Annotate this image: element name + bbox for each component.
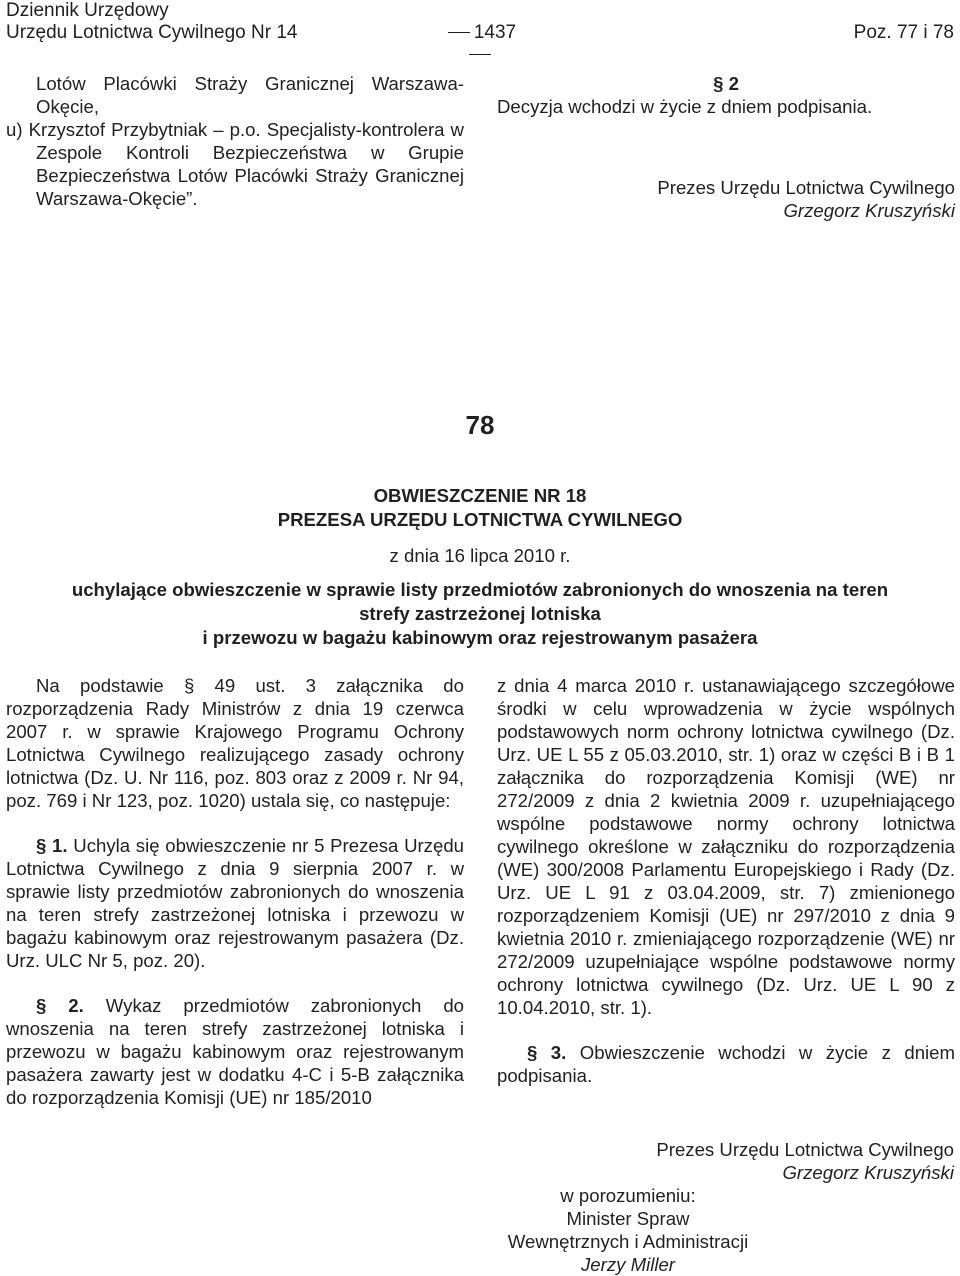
list-item-u: u) Krzysztof Przybytniak – p.o. Specjalisty-kontrolera w Zespole Kontroli Bezpieczeństwa w Grupie Bezpieczeństwa Lotów Placówki Straży Granicznej Warszawa-Okęcie”. — [6, 119, 464, 209]
journal-title-line1: Dziennik Urzędowy — [6, 0, 169, 21]
consent-block — [468, 1184, 788, 1276]
journal-title — [6, 0, 297, 44]
continuation-line: Lotów Placówki Straży Granicznej Warszawa-Okęcie, — [36, 73, 464, 117]
previous-document-continuation — [6, 72, 464, 210]
page-number — [432, 22, 528, 66]
signature-block — [354, 1138, 954, 1184]
paragraph-2-label: § 2. — [36, 995, 84, 1016]
paragraph-2-text: Wykaz przedmiotów zabronionych do wnoszenia na teren strefy zastrzeżonej lotniska i przewozu w bagażu kabinowym oraz rejestrowanym pasażera zawarty jest w dodatku 4-C i 5-B załącznika do rozporządzenia Komisji (UE) nr 185/2010 — [6, 995, 464, 1108]
document-subject-line1: uchylające obwieszczenie w sprawie listy przedmiotów zabronionych do wnoszenia na teren — [71, 579, 889, 600]
dash-decoration — [448, 32, 470, 33]
paragraph-2-continuation: z dnia 4 marca 2010 r. ustanawiającego szczegółowe środki w celu wprowadzenia w życie wspólnych podstawowych norm ochrony lotnictwa cywilnego (Dz. Urz. UE L 55 z 05.03.2010, str. 1) oraz w części B i B 1 załącznika do rozporządzenia Komisji (WE) nr 272/2009 z dnia 2 kwietnia 2009 r. uzupełniającego wspólne podstawowe normy ochrony lotnictwa cywilnego określone w załączniku do rozporządzenia (WE) 300/2008 Parlamentu Europejskiego i Rady (Dz. Urz. UE L 91 z 03.04.2009, str. 7) zmienionego rozporządzeniem Komisji (UE) nr 297/2010 z dnia 9 kwietnia 2010 r. zmieniającego rozporządzenie (WE) nr 272/2009 uzupełniające wspólne podstawowe normy ochrony lotnictwa cywilnego (Dz. Urz. UE L 90 z 10.04.2010, str. 1). — [497, 675, 955, 1018]
document-title-line2: PREZESA URZĘDU LOTNICTWA CYWILNEGO — [277, 509, 683, 530]
document-subject-line2: strefy zastrzeżonej lotniska — [359, 603, 601, 624]
consent-name: Jerzy Miller — [580, 1254, 675, 1275]
paragraph-3-label: § 3. — [527, 1042, 567, 1063]
body-column-right — [497, 674, 955, 1087]
dash-decoration — [469, 54, 491, 55]
position-reference: Poz. 77 i 78 — [853, 22, 954, 43]
document-number: 78 — [465, 410, 495, 440]
document-title — [0, 484, 960, 532]
paragraph-3-text: Obwieszczenie wchodzi w życie z dniem podpisania. — [497, 1042, 955, 1086]
signer-name: Grzegorz Kruszyński — [783, 200, 955, 221]
signature-title: Prezes Urzędu Lotnictwa Cywilnego — [656, 1139, 954, 1160]
signer-title: Prezes Urzędu Lotnictwa Cywilnego — [657, 177, 955, 198]
body-column-left — [6, 674, 464, 1109]
document-subject — [0, 578, 960, 650]
paragraph-2 — [6, 994, 464, 1109]
document-title-line1: OBWIESZCZENIE NR 18 — [373, 485, 587, 506]
section-sign-2: § 2 — [713, 73, 739, 94]
journal-title-line2: Urzędu Lotnictwa Cywilnego Nr 14 — [6, 22, 298, 43]
page-number-value: 1437 — [473, 22, 517, 43]
entry-into-force-text: Decyzja wchodzi w życie z dniem podpisania. — [497, 96, 873, 117]
paragraph-1-text: Uchyla się obwieszczenie nr 5 Prezesa Urzędu Lotnictwa Cywilnego z dnia 9 sierpnia 2007 r. w sprawie listy przedmiotów zabronionych do wnoszenia na teren strefy zastrzeżonej lotniska i przewozu w bagażu kabinowym oraz rejestrowanym pasażera (Dz. Urz. ULC Nr 5, poz. 20). — [6, 835, 465, 971]
document-date: z dnia 16 lipca 2010 r. — [389, 545, 571, 566]
document-subject-line3: i przewozu w bagażu kabinowym oraz rejestrowanym pasażera — [202, 627, 758, 648]
signature-name: Grzegorz Kruszyński — [782, 1162, 954, 1183]
consent-line2: Minister Spraw — [566, 1208, 690, 1229]
consent-line1: w porozumieniu: — [560, 1185, 696, 1206]
paragraph-3 — [497, 1041, 955, 1087]
legal-basis-paragraph: Na podstawie § 49 ust. 3 załącznika do rozporządzenia Rady Ministrów z dnia 19 czerwca 2007 r. w sprawie Krajowego Programu Ochrony Lotnictwa Cywilnego realizującego zasady ochrony lotnictwa (Dz. U. Nr 116, poz. 803 oraz z 2009 r. Nr 94, poz. 769 i Nr 123, poz. 1020) ustala się, co następuje: — [6, 675, 464, 811]
paragraph-1 — [6, 834, 464, 972]
paragraph-1-label: § 1. — [36, 835, 68, 856]
previous-document-closing — [497, 72, 955, 222]
consent-line3: Wewnętrznych i Administracji — [507, 1231, 749, 1252]
